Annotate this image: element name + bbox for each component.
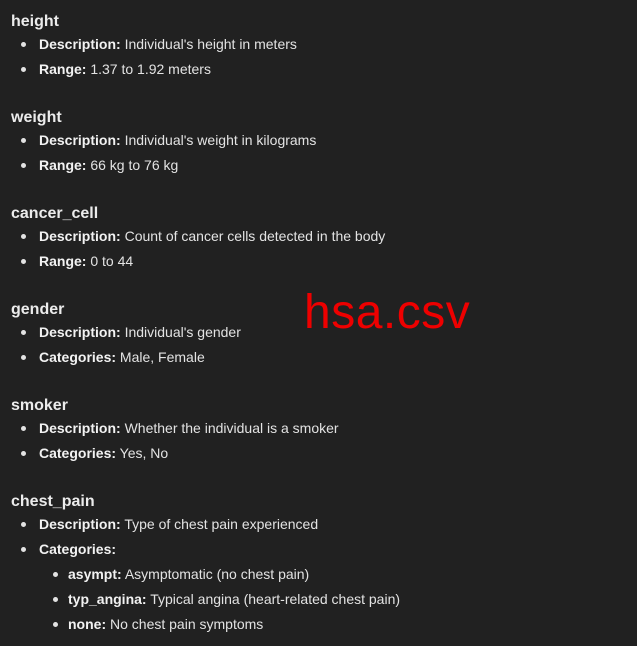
- list-item-range: [11, 249, 626, 274]
- list-item-categories: [11, 345, 626, 370]
- bullet-icon: [21, 522, 26, 527]
- item-key: typ_angina:: [68, 591, 147, 607]
- item-key: Description:: [39, 516, 121, 532]
- bullet-icon: [21, 163, 26, 168]
- item-key: Description:: [39, 228, 121, 244]
- list-item-description: [11, 416, 626, 441]
- item-key: Range:: [39, 157, 87, 173]
- item-value: Asymptomatic (no chest pain): [124, 566, 310, 582]
- attribute-list: [11, 32, 626, 82]
- bullet-icon: [53, 597, 58, 602]
- filename-annotation: hsa.csv: [304, 286, 471, 339]
- list-item-range: [11, 57, 626, 82]
- item-key: Range:: [39, 253, 87, 269]
- bullet-icon: [21, 547, 26, 552]
- list-item-categories: [11, 441, 626, 466]
- section-heading: height: [11, 13, 59, 30]
- item-value: Typical angina (heart-related chest pain): [150, 591, 401, 607]
- item-value: 1.37 to 1.92 meters: [90, 61, 211, 77]
- attribute-list: [11, 224, 626, 274]
- item-key: none:: [68, 616, 107, 632]
- list-item-description: [11, 224, 626, 249]
- item-value: Whether the individual is a smoker: [124, 420, 339, 436]
- section-smoker: [11, 384, 626, 466]
- bullet-icon: [21, 234, 26, 239]
- item-value: Count of cancer cells detected in the body: [124, 228, 386, 244]
- item-key: Categories:: [39, 349, 117, 365]
- item-value: Type of chest pain experienced: [124, 516, 319, 532]
- attribute-list: [11, 128, 626, 178]
- bullet-icon: [53, 572, 58, 577]
- list-item-categories: [11, 537, 626, 562]
- item-value: No chest pain symptoms: [110, 616, 264, 632]
- bullet-icon: [21, 451, 26, 456]
- item-value: Individual's height in meters: [124, 36, 297, 52]
- section-height: [11, 0, 626, 82]
- item-key: Description:: [39, 132, 121, 148]
- item-value: Individual's gender: [124, 324, 241, 340]
- item-key: Range:: [39, 61, 87, 77]
- bullet-icon: [21, 259, 26, 264]
- section-heading: cancer_cell: [11, 205, 99, 222]
- section-chest-pain: [11, 480, 626, 637]
- sub-list-item: [11, 587, 626, 612]
- bullet-icon: [21, 426, 26, 431]
- bullet-icon: [21, 138, 26, 143]
- item-key: Categories:: [39, 445, 117, 461]
- bullet-icon: [21, 67, 26, 72]
- item-key: Description:: [39, 324, 121, 340]
- attribute-list: [11, 512, 626, 562]
- sub-list-item: [11, 612, 626, 637]
- section-heading: chest_pain: [11, 493, 95, 510]
- bullet-icon: [21, 330, 26, 335]
- item-key: Categories:: [39, 541, 117, 557]
- section-heading: gender: [11, 301, 65, 318]
- list-item-description: [11, 128, 626, 153]
- bullet-icon: [21, 355, 26, 360]
- section-heading: smoker: [11, 397, 68, 414]
- sub-list-item: [11, 562, 626, 587]
- list-item-range: [11, 153, 626, 178]
- item-value: Individual's weight in kilograms: [124, 132, 317, 148]
- list-item-description: [11, 512, 626, 537]
- item-value: 66 kg to 76 kg: [90, 157, 179, 173]
- bullet-icon: [53, 622, 58, 627]
- category-sublist: [11, 562, 626, 637]
- section-cancer-cell: [11, 192, 626, 274]
- item-value: Male, Female: [119, 349, 205, 365]
- section-weight: [11, 96, 626, 178]
- item-value: 0 to 44: [90, 253, 134, 269]
- item-key: Description:: [39, 36, 121, 52]
- item-key: asympt:: [68, 566, 122, 582]
- item-key: Description:: [39, 420, 121, 436]
- bullet-icon: [21, 42, 26, 47]
- list-item-description: [11, 32, 626, 57]
- attribute-list: [11, 416, 626, 466]
- section-heading: weight: [11, 109, 62, 126]
- item-value: Yes, No: [119, 445, 169, 461]
